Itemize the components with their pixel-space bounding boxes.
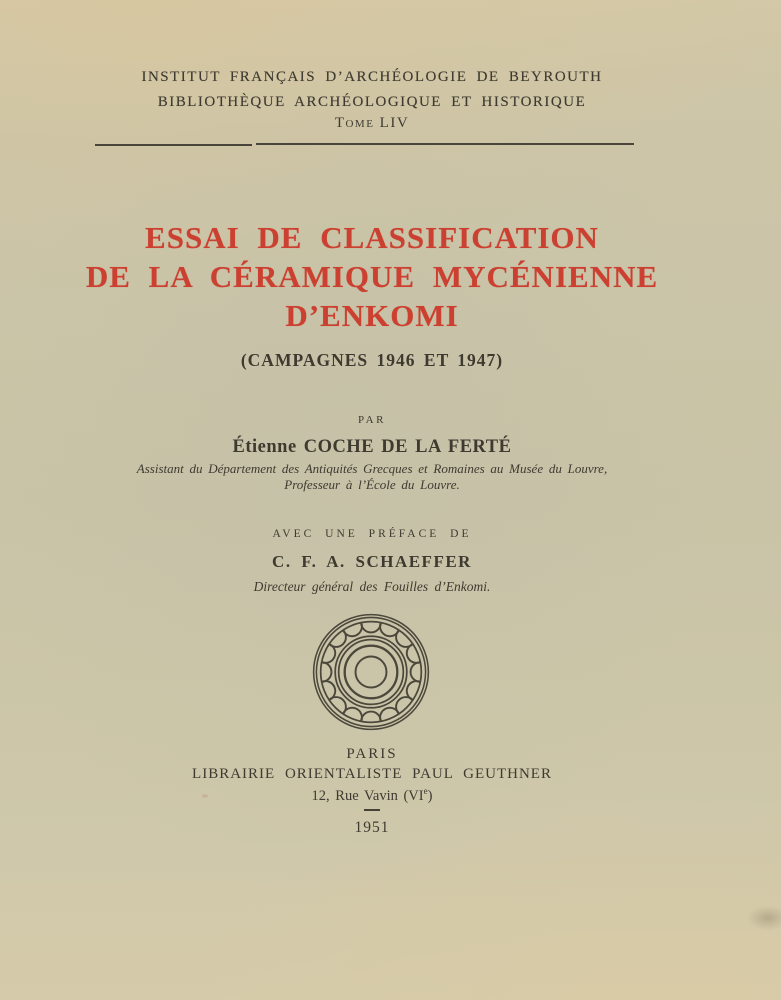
imprint-address <box>0 786 744 805</box>
par-label: PAR <box>358 414 386 426</box>
ceramic-rosette-emblem-icon <box>311 612 431 732</box>
book-title-line1: ESSAI DE CLASSIFICATION <box>145 220 599 255</box>
imprint-publisher: LIBRAIRIE ORIENTALISTE PAUL GEUTHNER <box>192 766 552 782</box>
series-volume: Tome LIV <box>334 115 410 131</box>
book-title-line2: DE LA CÉRAMIQUE MYCÉNIENNE <box>85 259 659 294</box>
imprint-address-suffix: ) <box>427 787 433 804</box>
author-affiliation-line2: Professeur à l’École du Louvre. <box>284 476 460 492</box>
imprint-address-superscript: e <box>423 786 428 796</box>
preface-label: AVEC UNE PRÉFACE DE <box>272 528 472 540</box>
author-affiliation <box>0 461 744 492</box>
author-affiliation-line1: Assistant du Département des Antiquités Grecques et Romaines au Musée du Louvre, <box>136 461 608 476</box>
header-rule-left <box>95 144 252 146</box>
preface-author-role: Directeur général des Fouilles d’Enkomi. <box>253 579 491 594</box>
imprint-address-prefix: 12, Rue Vavin (VI <box>311 787 424 804</box>
book-subtitle: (CAMPAGNES 1946 ET 1947) <box>240 350 504 370</box>
imprint-year: 1951 <box>354 819 390 836</box>
book-title-line3: D’ENKOMI <box>285 298 459 333</box>
book-title <box>0 218 744 335</box>
imprint-divider <box>364 809 380 811</box>
header-rule-right <box>256 143 634 145</box>
preface-author: C. F. A. SCHAEFFER <box>272 552 472 571</box>
imprint-city: PARIS <box>346 746 398 762</box>
author-name: Étienne COCHE DE LA FERTÉ <box>232 437 512 457</box>
series-institute: INSTITUT FRANÇAIS D’ARCHÉOLOGIE DE BEYROUTH <box>141 69 603 85</box>
series-collection: BIBLIOTHÈQUE ARCHÉOLOGIQUE ET HISTORIQUE <box>157 94 587 110</box>
